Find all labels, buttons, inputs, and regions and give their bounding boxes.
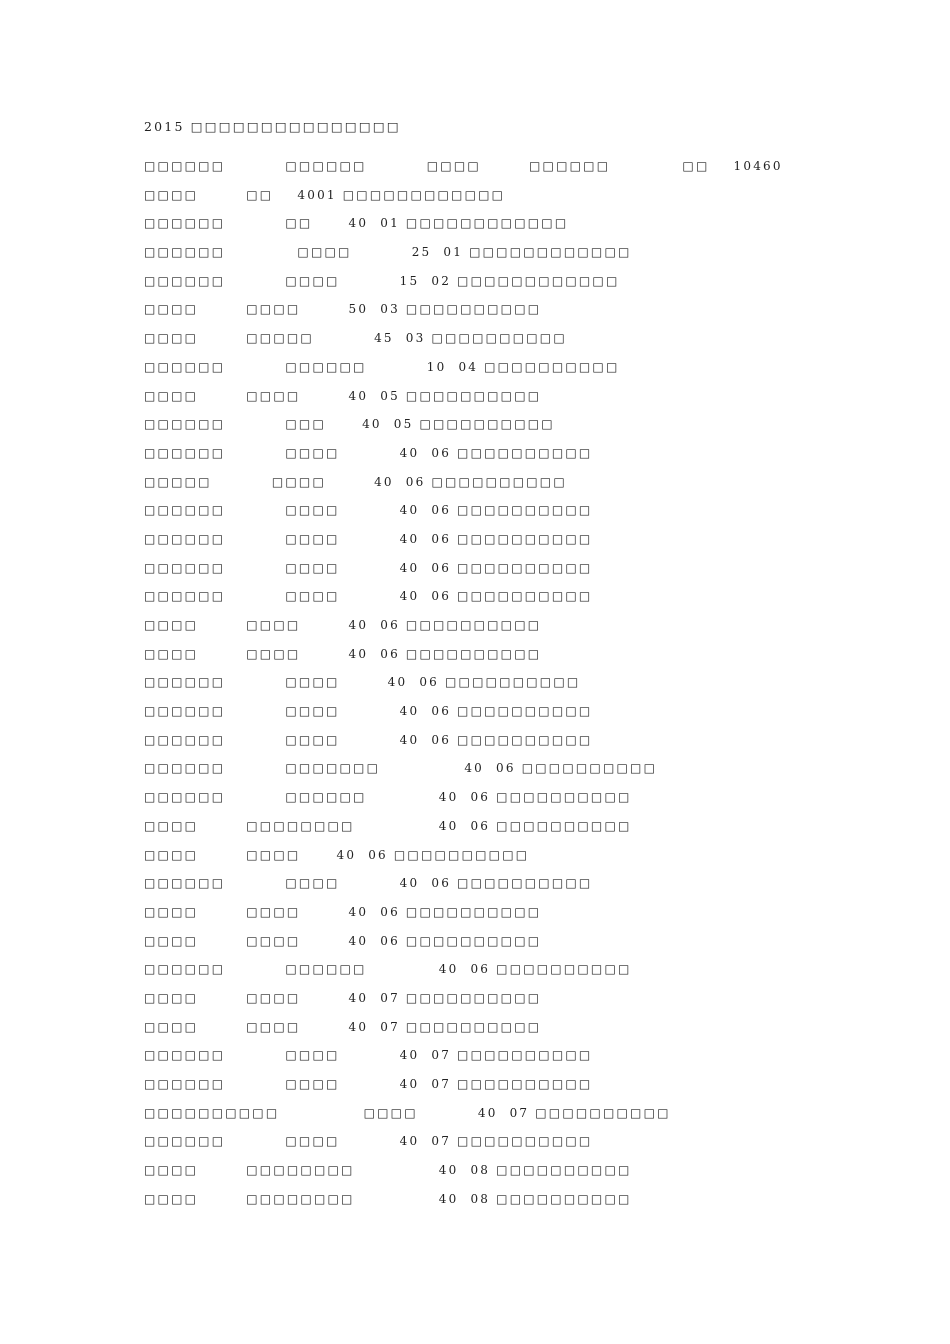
document-line: □□□□ □□□□ 50 03 □□□□□□□□□□ xyxy=(144,302,542,317)
document-line: □□□□□□ □□□□ 40 06 □□□□□□□□□□ xyxy=(144,732,593,747)
document-line: □□□□□□ □□□□ 40 07 □□□□□□□□□□ xyxy=(144,1077,593,1091)
document-line: □□□□ □□□□□ 45 03 □□□□□□□□□□ xyxy=(144,331,567,346)
document-line: □□□□□□□□□□ □□□□ 40 07 □□□□□□□□□□ xyxy=(144,1105,671,1120)
document-line: □□□□□□ □□□□ 25 01 □□□□□□□□□□□□ xyxy=(144,245,632,260)
document-line: □□□□□ □□□□ 40 06 □□□□□□□□□□ xyxy=(144,474,567,489)
document-line: □□□□ □□□□ 40 06 □□□□□□□□□□ xyxy=(144,618,542,632)
document-line: □□□□□□ □□□□ 15 02 □□□□□□□□□□□□ xyxy=(144,273,620,288)
document-line: □□□□ □□□□□□□□ 40 08 □□□□□□□□□□ xyxy=(144,1163,632,1178)
document-line: □□□□□□ □□□□ 40 06 □□□□□□□□□□ xyxy=(144,704,593,719)
document-line: □□□□ □□□□ 40 06 □□□□□□□□□□ xyxy=(144,904,542,919)
document-line: □□□□□□ □□□□ 40 06 □□□□□□□□□□ xyxy=(144,531,593,546)
document-line: □□□□ □□□□ 40 06 □□□□□□□□□□ xyxy=(144,933,542,948)
document-line: □□□□ □□□□ 40 06 □□□□□□□□□□ xyxy=(144,847,530,862)
document-line: □□□□ □□□□ 40 06 □□□□□□□□□□ xyxy=(144,646,542,661)
document-line: □□□□ □□ 4001 □□□□□□□□□□□□ xyxy=(144,187,506,202)
document-line: □□□□□□ □□□□ 40 06 □□□□□□□□□□ xyxy=(144,560,593,575)
document-line: □□□□ □□□□ 40 07 □□□□□□□□□□ xyxy=(144,990,542,1005)
document-line: □□□□□□ □□□□ 40 06 □□□□□□□□□□ xyxy=(144,876,593,891)
document-title: 2015 □□□□□□□□□□□□□□□ xyxy=(144,119,401,134)
document-line: □□□□□□ □□□□□□ 40 06 □□□□□□□□□□ xyxy=(144,790,632,805)
document-line: □□□□□□ □□□□ 40 06 □□□□□□□□□□ xyxy=(144,589,593,604)
document-line: □□□□□□ □□□□□□ 40 06 □□□□□□□□□□ xyxy=(144,962,632,977)
document-line: □□□□ □□□□□□□□ 40 06 □□□□□□□□□□ xyxy=(144,818,632,833)
document-line: □□□□□□ □□□□□□□ 40 06 □□□□□□□□□□ xyxy=(144,761,658,776)
document-line: □□□□□□ □□□□ 40 07 □□□□□□□□□□ xyxy=(144,1048,593,1063)
document-line: □□□□ □□□□ 40 05 □□□□□□□□□□ xyxy=(144,388,542,403)
document-line: □□□□□□ □□□□ 40 06 □□□□□□□□□□ xyxy=(144,445,593,460)
document-line: □□□□□□ □□□ 40 05 □□□□□□□□□□ xyxy=(144,417,555,432)
document-line: □□□□□□ □□□□ 40 07 □□□□□□□□□□ xyxy=(144,1134,593,1149)
document-line: □□□□□□ □□□□ 40 06 □□□□□□□□□□ xyxy=(144,675,581,690)
document-line: □□□□ □□□□ 40 07 □□□□□□□□□□ xyxy=(144,1019,542,1034)
document-line: □□□□ □□□□□□□□ 40 08 □□□□□□□□□□ xyxy=(144,1191,632,1206)
document-line: □□□□□□ □□ 40 01 □□□□□□□□□□□□ xyxy=(144,216,569,231)
document-line: □□□□□□ □□□□□□ 10 04 □□□□□□□□□□ xyxy=(144,359,620,374)
document-lines xyxy=(144,156,864,1217)
document-line: □□□□□□ □□□□□□ □□□□ □□□□□□ □□ 10460 xyxy=(144,159,783,173)
document-line: □□□□□□ □□□□ 40 06 □□□□□□□□□□ xyxy=(144,503,593,518)
